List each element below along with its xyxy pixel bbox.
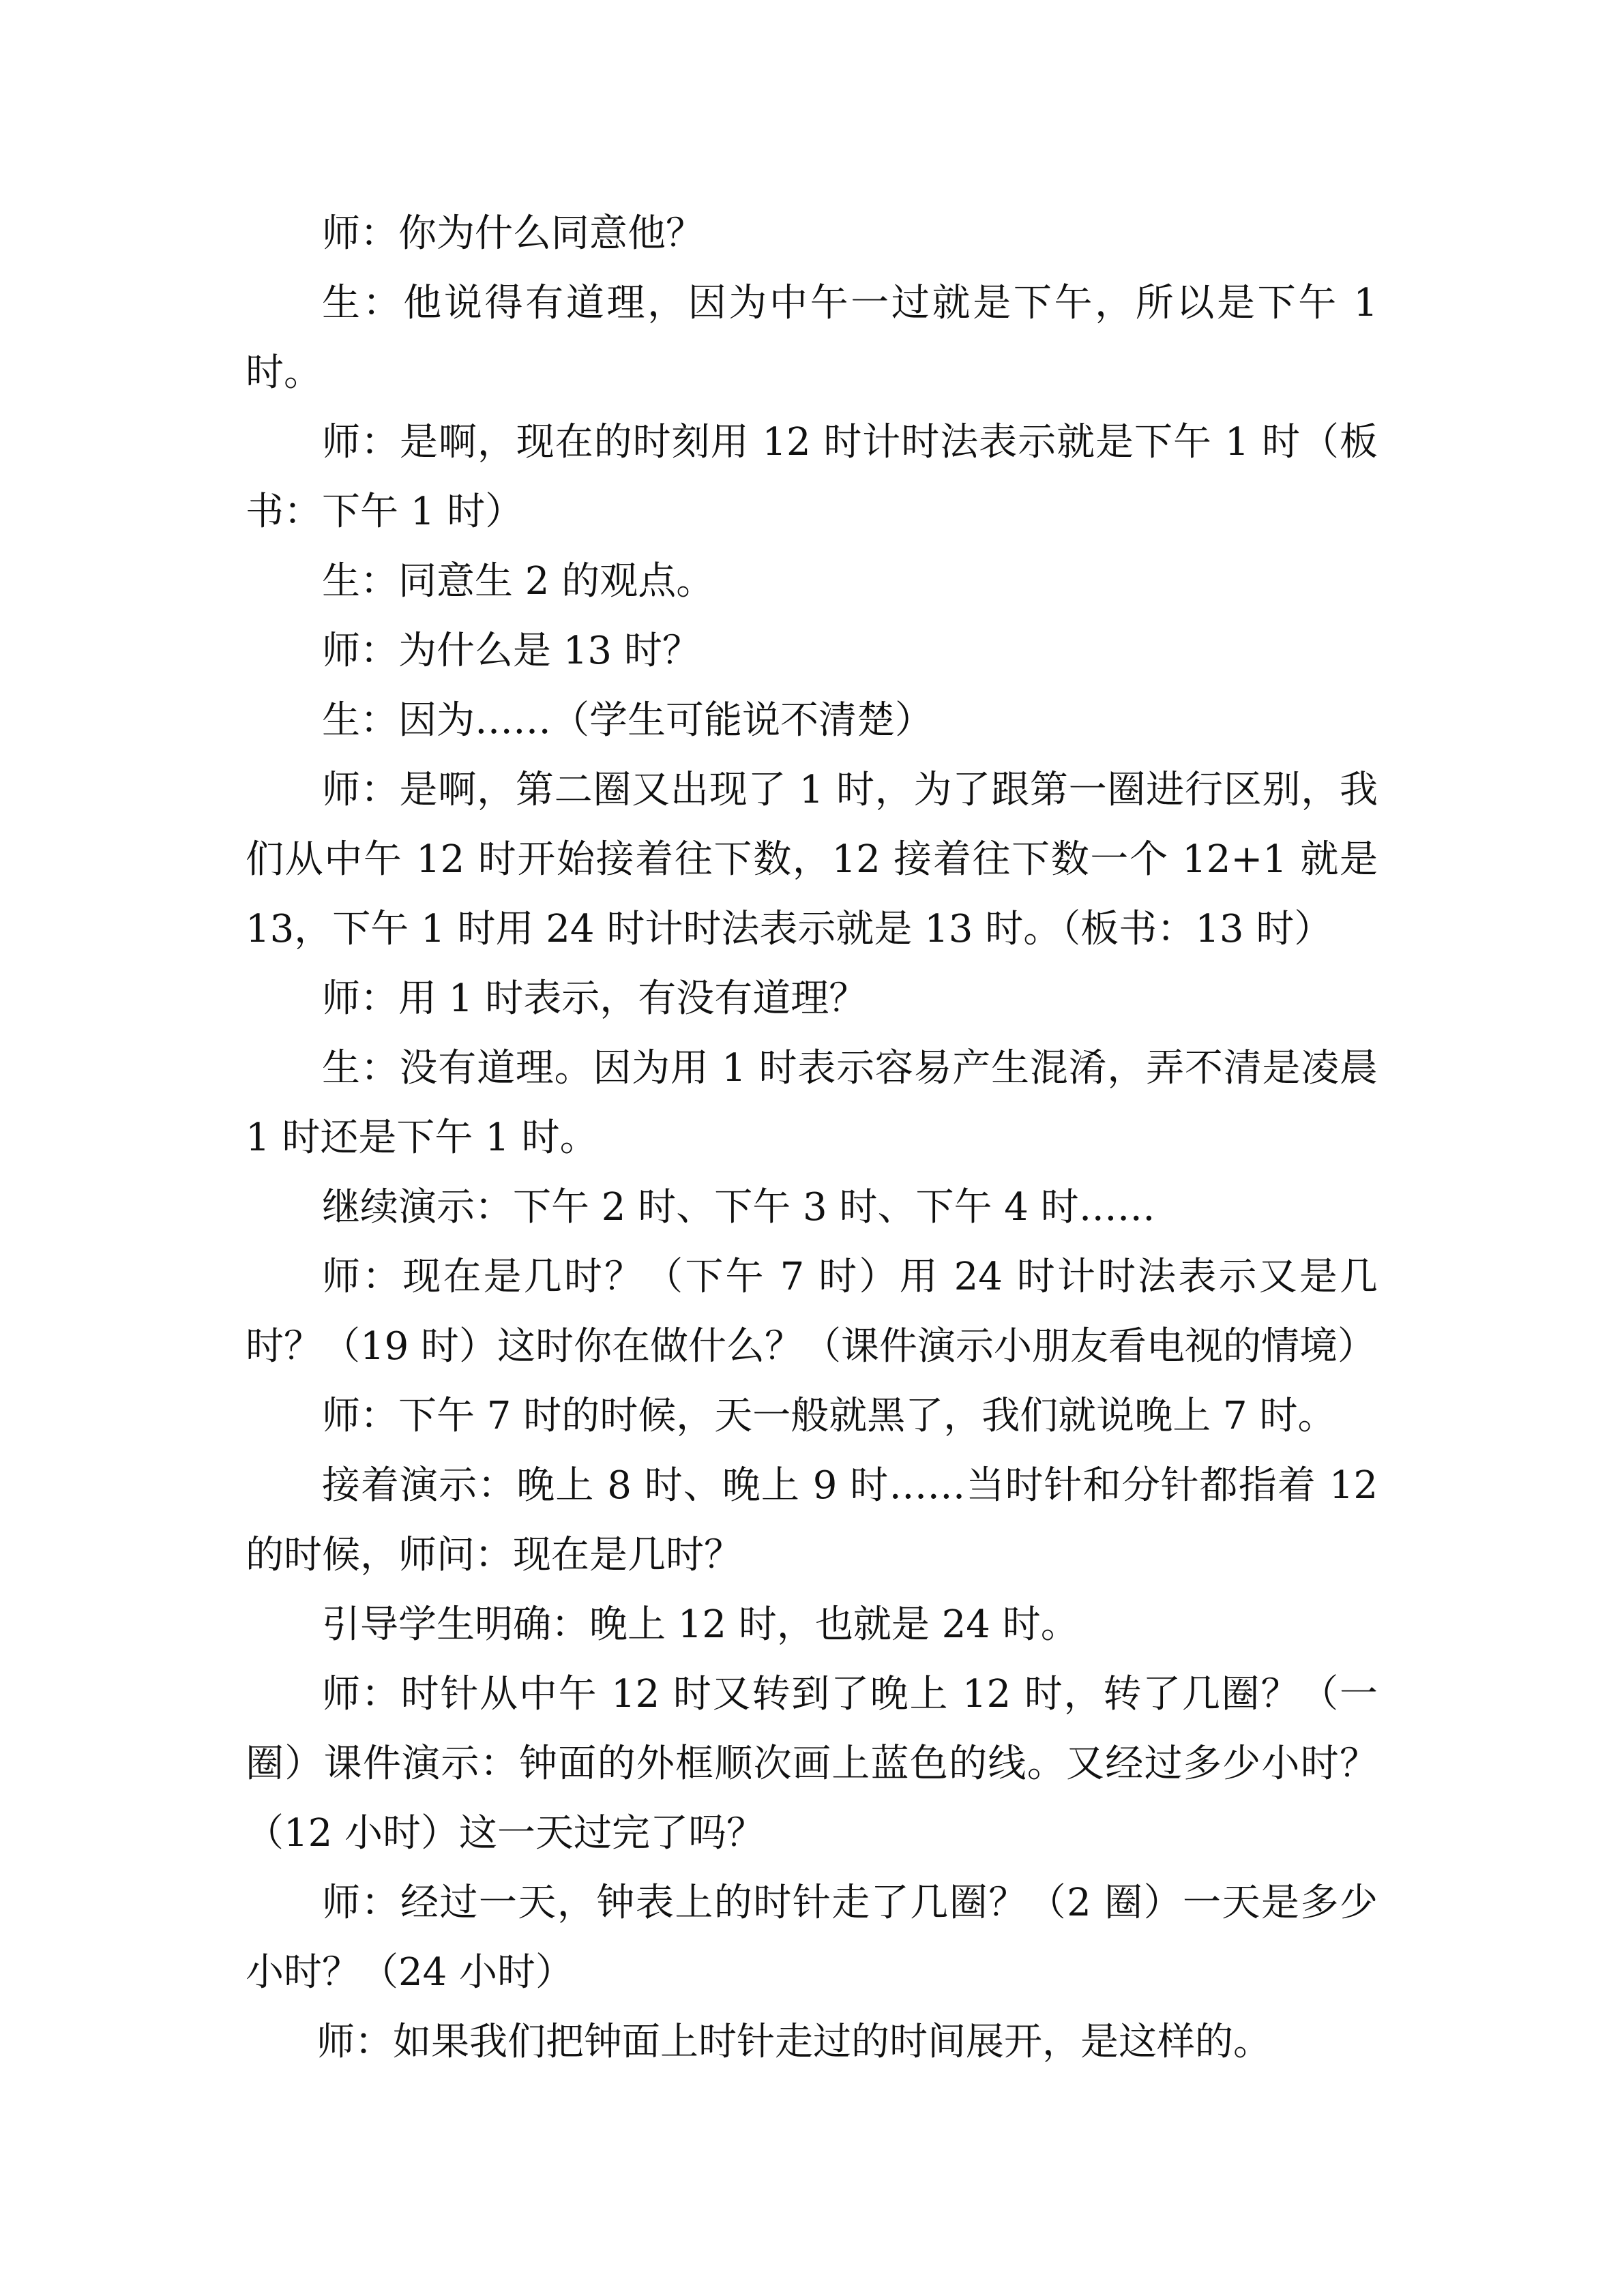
paragraph: 生：他说得有道理，因为中午一过就是下午，所以是下午 1 时。: [246, 281, 1378, 395]
paragraph: 生：没有道理。因为用 1 时表示容易产生混淆，弄不清是凌晨 1 时还是下午 1 时。: [246, 1046, 1378, 1160]
paragraph: 师：是啊，现在的时刻用 12 时计时法表示就是下午 1 时（板书：下午 1 时）: [246, 420, 1378, 534]
paragraph: 师：如果我们把钟面上时针走过的时间展开，是这样的。: [316, 2020, 1271, 2064]
paragraph: 师：为什么是 13 时？: [322, 629, 700, 673]
paragraph: 师：用 1 时表示，有没有道理？: [322, 976, 868, 1021]
paragraph: 师：你为什么同意他？: [322, 211, 704, 256]
paragraph: 生：因为……（学生可能说不清楚）: [322, 698, 933, 743]
paragraph: 师：现在是几时？（下午 7 时）用 24 时计时法表示又是几时？（19 时）这时你在做什么？（课件演示小朋友看电视的情境）: [246, 1255, 1378, 1369]
paragraph: 继续演示：下午 2 时、下午 3 时、下午 4 时……: [322, 1185, 1155, 1229]
paragraph: 师：下午 7 时的时候，天一般就黑了，我们就说晚上 7 时。: [322, 1394, 1336, 1438]
paragraph: 引导学生明确：晚上 12 时，也就是 24 时。: [322, 1602, 1079, 1647]
document-body: [246, 199, 1378, 2077]
paragraph: 生：同意生 2 的观点。: [322, 559, 715, 603]
paragraph: 师：时针从中午 12 时又转到了晚上 12 时，转了几圈？（一圈）课件演示：钟面的外框顺次画上蓝色的线。又经过多少小时？（12 小时）这一天过完了吗？: [246, 1672, 1378, 1855]
paragraph: 师：经过一天，钟表上的时针走了几圈？（2 圈）一天是多少小时？（24 小时）: [246, 1881, 1378, 1995]
paragraph: 师：是啊，第二圈又出现了 1 时，为了跟第一圈进行区别，我们从中午 12 时开始接着往下数，12 接着往下数一个 12+1 就是 13，下午 1 时用 24 时计时法表示就是 13 时。（板书：13 时）: [246, 768, 1378, 951]
paragraph: 接着演示：晚上 8 时、晚上 9 时……当时针和分针都指着 12 的时候，师问：现在是几时？: [246, 1463, 1378, 1577]
